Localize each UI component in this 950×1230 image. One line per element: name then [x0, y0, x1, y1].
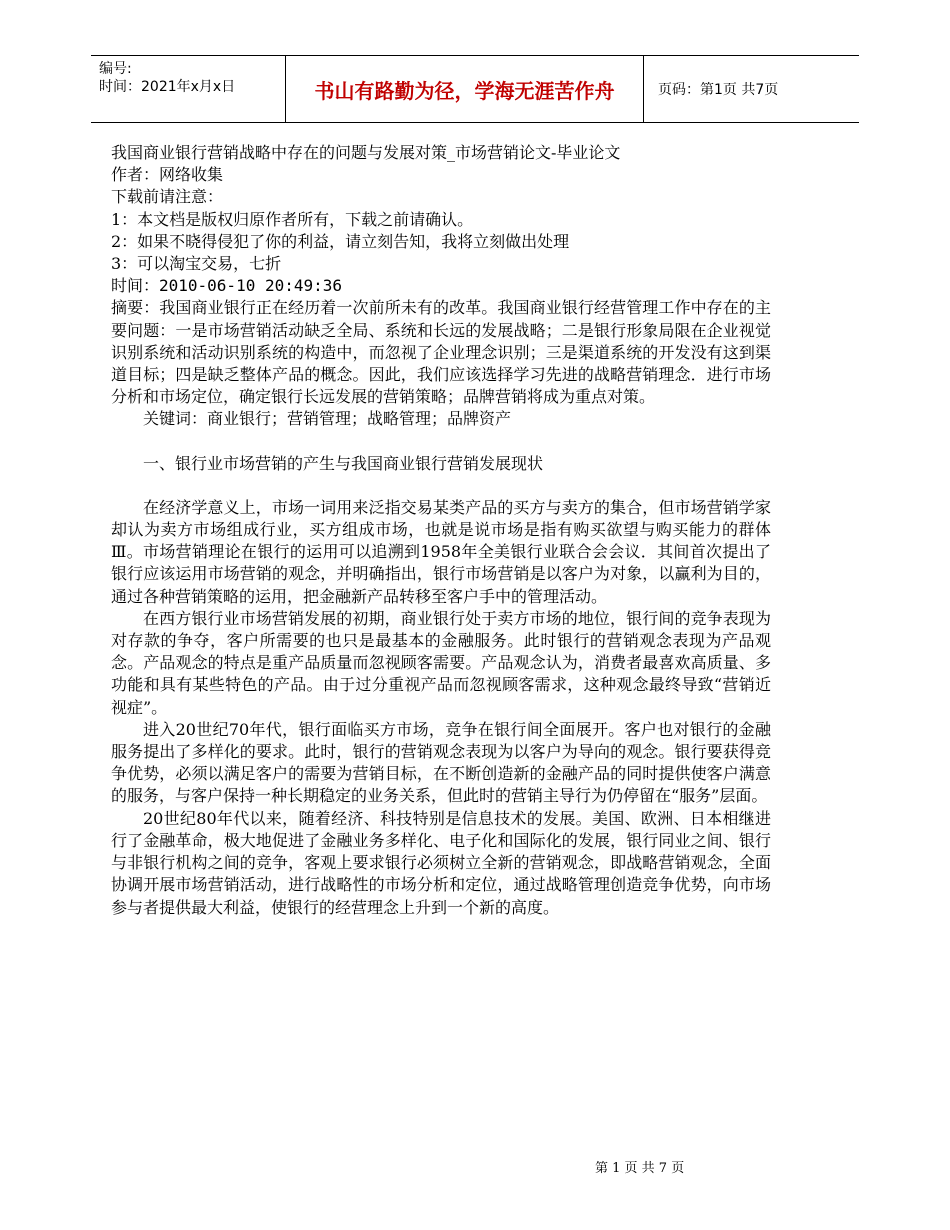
header-page-info: 页码：第1页 共7页: [658, 82, 779, 98]
notice-item-1: 1：本文档是版权归原作者所有，下载之前请确认。: [111, 209, 474, 229]
notice-heading: 下载前请注意：: [111, 187, 224, 207]
notice-item-3: 3：可以淘宝交易，七折: [111, 254, 282, 274]
header-motto: 书山有路勤为径，学海无涯苦作舟: [286, 56, 644, 122]
abstract-paragraph: 摘要：我国商业银行正在经历着一次前所未有的改革。我国商业银行经营管理工作中存在的主要问题：一是市场营销活动缺乏全局、系统和长远的发展战略；二是银行形象局限在企业视觉识别系统和活动识别系统的构造中，而忽视了企业理念识别；三是渠道系统的开发没有这到渠道目标；四是缺乏整体产品的概念。因此，我们应该选择学习先进的战略营销理念．进行市场分析和市场定位，确定银行长远发展的营销策略；品牌营销将成为重点对策。: [111, 298, 771, 407]
document-title: 我国商业银行营销战略中存在的问题与发展对策_市场营销论文-毕业论文: [111, 143, 621, 162]
time-label: 时间：2021年x月x日: [99, 79, 236, 95]
section-heading-1: 一、银行业市场营销的产生与我国商业银行营销发展现状: [143, 453, 544, 473]
serial-label: 编号:: [99, 61, 132, 77]
header-meta: [91, 56, 286, 122]
body-paragraph-3: 进入20世纪70年代，银行面临买方市场，竞争在银行间全面展开。客户也对银行的金融服务提出了多样化的要求。此时，银行的营销观念表现为以客户为导向的观念。银行要获得竞争优势，必须以满足客户的需要为营销目标，在不断创造新的金融产品的同时提供使客户满意的服务，与客户保持一种长期稳定的业务关系，但此时的营销主导行为仍停留在“服务”层面。: [111, 719, 771, 806]
timestamp-line: 时间：2010-06-10 20:49:36: [111, 276, 343, 296]
body-paragraph-1: 在经济学意义上，市场一词用来泛指交易某类产品的买方与卖方的集合，但市场营销学家却认为卖方市场组成行业，买方组成市场，也就是说市场是指有购买欲望与购买能力的群体Ⅲ。市场营销理论在银行的运用可以追溯到1958年全美银行业联合会会议．其间首次提出了银行应该运用市场营销的观念，并明确指出，银行市场营销是以客户为对象，以赢利为目的，通过各种营销策略的运用，把金融新产品转移至客户手中的管理活动。: [111, 497, 771, 606]
body-paragraph-2: 在西方银行业市场营销发展的初期，商业银行处于卖方市场的地位，银行间的竞争表现为对存款的争夺，客户所需要的也只是最基本的金融服务。此时银行的营销观念表现为产品观念。产品观念的特点是重产品质量而忽视顾客需要。产品观念认为，消费者最喜欢高质量、多功能和具有某些特色的产品。由于过分重视产品而忽视顾客需求，这种观念最终导致“营销近视症”。: [111, 608, 771, 717]
page-footer: 第 1 页 共 7 页: [595, 1161, 685, 1176]
notice-item-2: 2：如果不晓得侵犯了你的利益，请立刻告知，我将立刻做出处理: [111, 231, 570, 251]
document-body: [111, 142, 771, 919]
author-line: 作者：网络收集: [111, 165, 224, 185]
keywords-line: 关键词：商业银行；营销管理；战略管理；品牌资产: [143, 409, 512, 429]
body-paragraph-4: 20世纪80年代以来，随着经济、科技特别是信息技术的发展。美国、欧洲、日本相继进行了金融革命，极大地促进了金融业务多样化、电子化和国际化的发展，银行同业之间、银行与非银行机构之间的竞争，客观上要求银行必须树立全新的营销观念，即战略营销观念，全面协调开展市场营销活动，进行战略性的市场分析和定位，通过战略管理创造竞争优势，向市场参与者提供最大利益，使银行的经营理念上升到一个新的高度。: [111, 808, 771, 917]
document-header: [91, 55, 859, 123]
